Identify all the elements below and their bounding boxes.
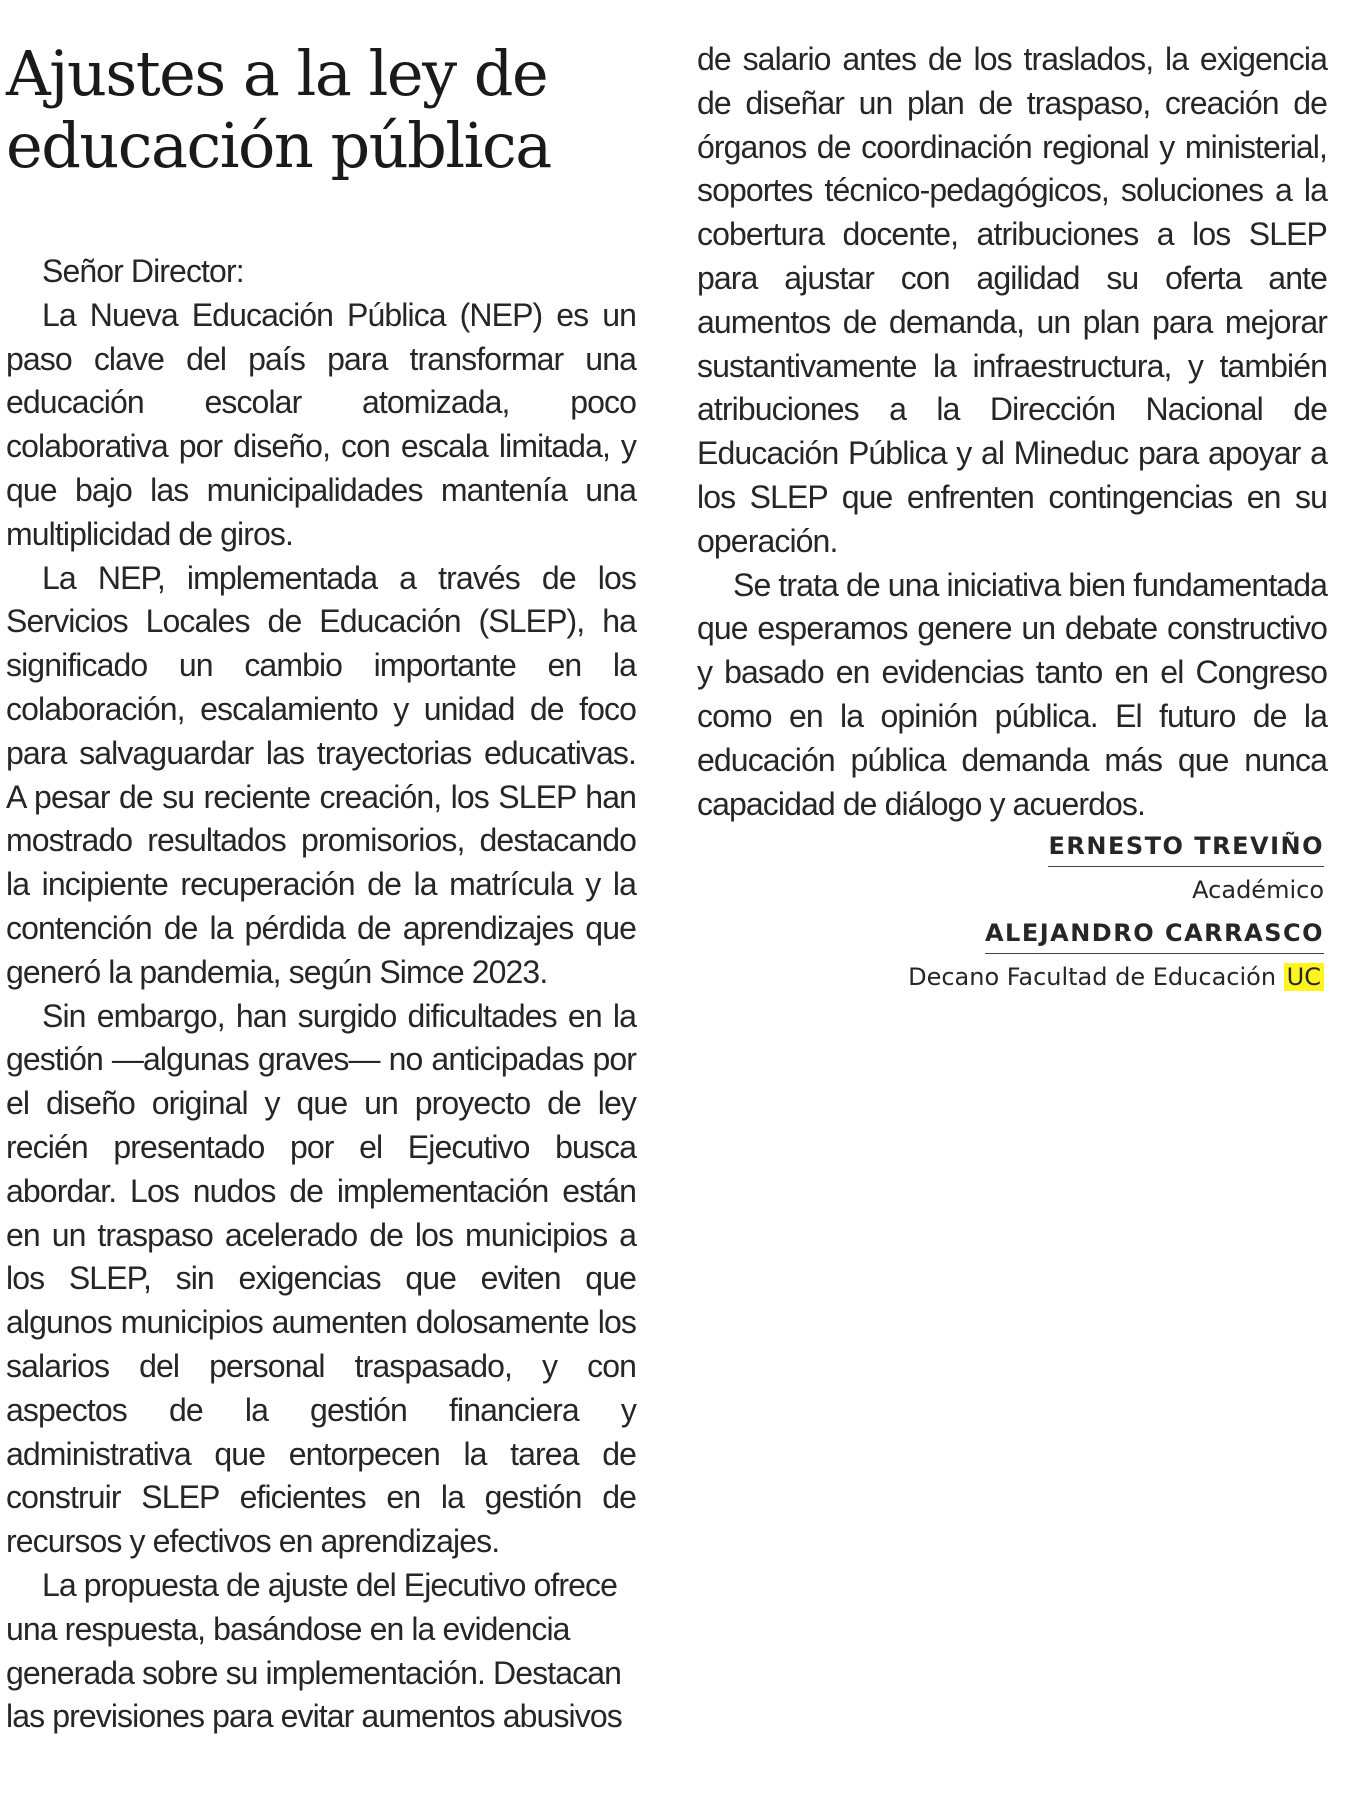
- signature-role: Académico: [1192, 876, 1324, 904]
- signature-name: ERNESTO TREVIÑO: [1048, 826, 1324, 867]
- body-paragraph: La Nueva Educación Pública (NEP) es un paso clave del país para transformar una educación escolar atomizada, poco colaborativa por diseño, con escala limitada, y que bajo las municipalidades mantenía una multiplicidad de giros.: [6, 296, 636, 552]
- signature-2: [904, 913, 1324, 1000]
- body-paragraph: Se trata de una iniciativa bien fundamentada que esperamos genere un debate constructivo y basado en evidencias tanto en el Congreso como en la opinión pública. El futuro de la educación pública demanda más que nunca capacidad de diálogo y acuerdos.: [697, 566, 1327, 822]
- body-paragraph: Sin embargo, han surgido dificultades en la gestión —algunas graves— no anticipadas por el diseño original y que un proyecto de ley recién presentado por el Ejecutivo busca abordar. Los nudos de implementación están en un traspaso acelerado de los municipios a los SLEP, sin exigencias que eviten que algunos municipios aumenten dolosamente los salarios del personal traspasado, y con aspectos de la gestión financiera y administrativa que entorpecen la tarea de construir SLEP eficientes en la gestión de recursos y efectivos en aprendizajes.: [6, 997, 636, 1560]
- salutation: Señor Director:: [42, 253, 244, 289]
- signature-block: [904, 826, 1324, 1000]
- signature-1: [904, 826, 1324, 913]
- highlighted-text: UC: [1284, 963, 1324, 991]
- signature-role-text: Decano Facultad de Educación: [908, 963, 1277, 991]
- article-column-left: [6, 250, 636, 1739]
- signature-name: ALEJANDRO CARRASCO: [985, 913, 1324, 954]
- body-paragraph: La NEP, implementada a través de los Servicios Locales de Educación (SLEP), ha significado un cambio importante en la colaboración, escalamiento y unidad de foco para salvaguardar las trayectorias educativas. A pesar de su reciente creación, los SLEP han mostrado resultados promisorios, destacando la incipiente recuperación de la matrícula y la contención de la pérdida de aprendizajes que generó la pandemia, según Simce 2023.: [6, 559, 636, 990]
- article-title: Ajustes a la ley de educación pública: [6, 37, 551, 182]
- signature-role: [904, 954, 1324, 1000]
- article-column-right: [697, 38, 1327, 826]
- body-paragraph: La propuesta de ajuste del Ejecutivo ofrece una respuesta, basándose en la evidencia generada sobre su implementación. Destacan las previsiones para evitar aumentos abusivos: [6, 1566, 622, 1735]
- body-paragraph: de salario antes de los traslados, la exigencia de diseñar un plan de traspaso, creación de órganos de coordinación regional y ministerial, soportes técnico-pedagógicos, soluciones a la cobertura docente, atribuciones a los SLEP para ajustar con agilidad su oferta ante aumentos de demanda, un plan para mejorar sustantivamente la infraestructura, y también atribuciones a la Dirección Nacional de Educación Pública y al Mineduc para apoyar a los SLEP que enfrenten contingencias en su operación.: [697, 41, 1327, 559]
